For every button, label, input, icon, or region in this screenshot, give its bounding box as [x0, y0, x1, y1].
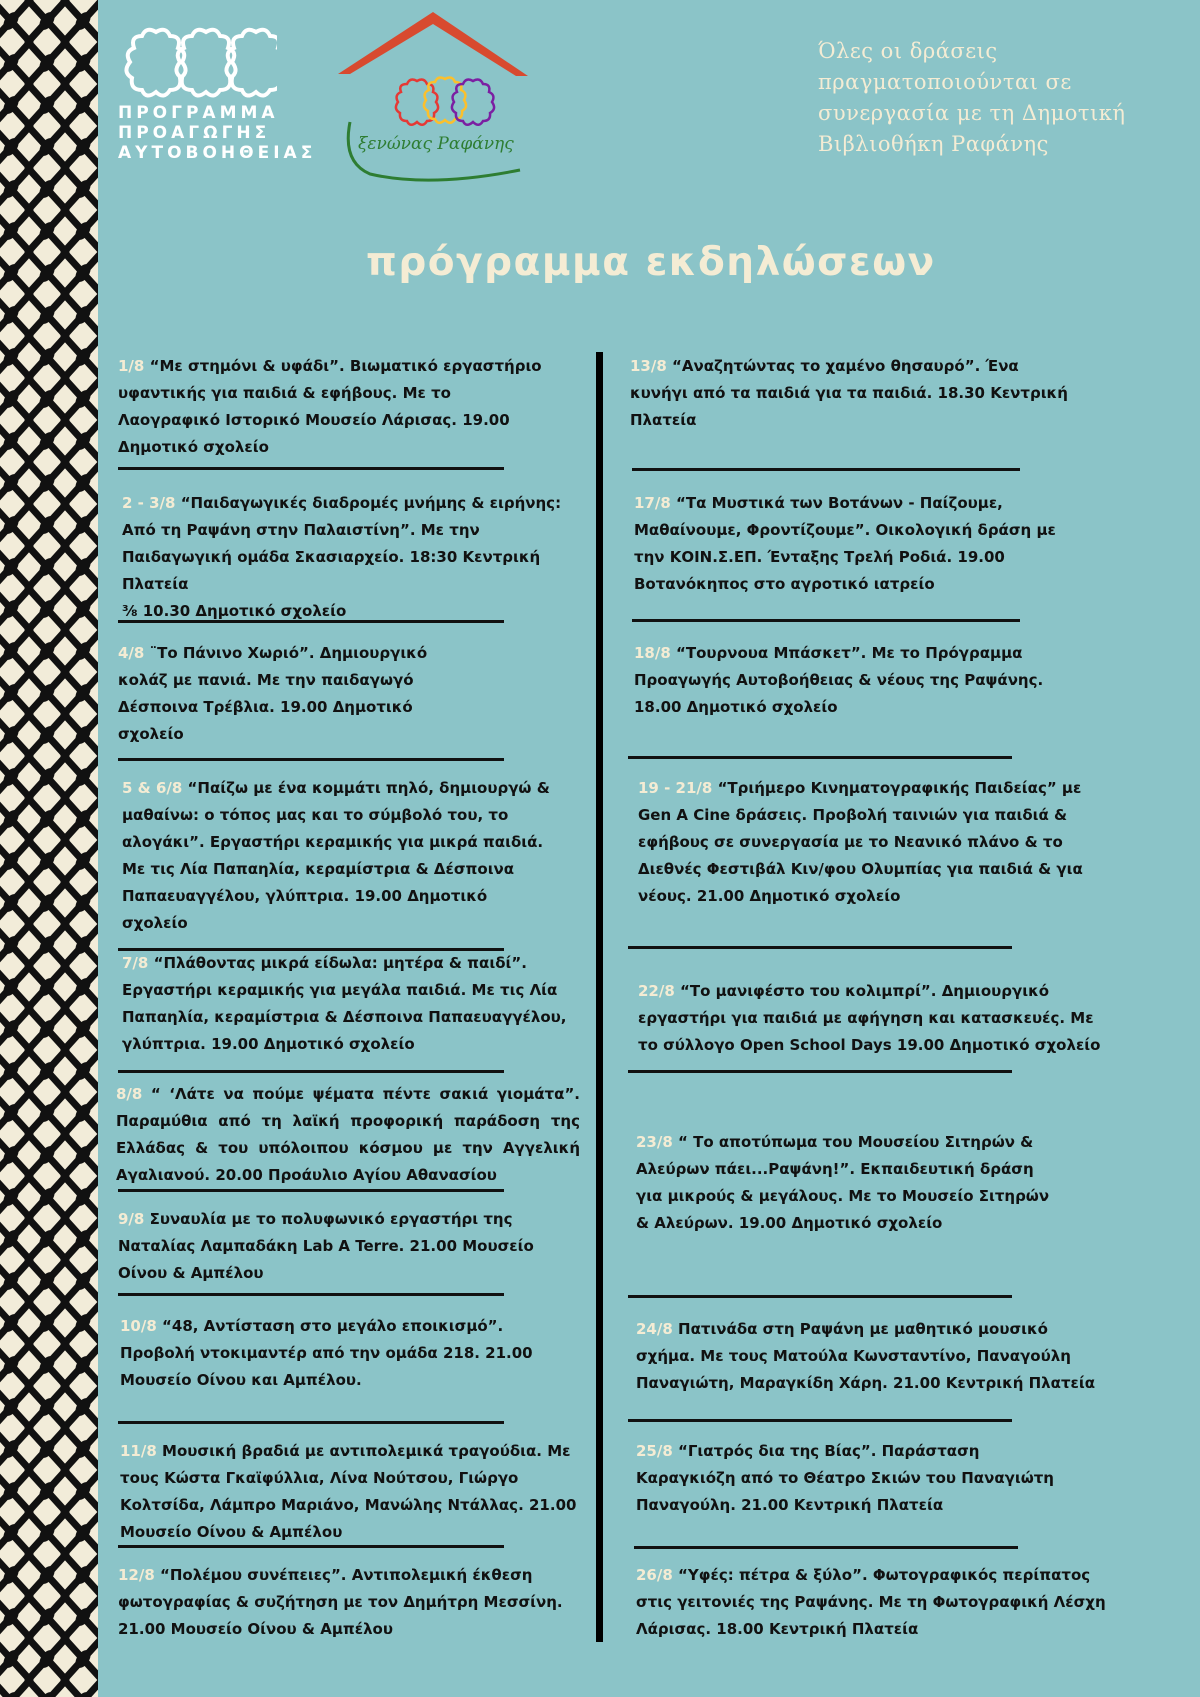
separator [118, 620, 504, 623]
event-text: “Πολέμου συνέπειες”. Αντιπολεμική έκθεση φωτογραφίας & συζήτηση με τον Δημήτρη Μεσσίνη. 21.00 Μουσείο Οίνου & Αμπέλου [118, 1566, 563, 1638]
event-item [634, 640, 1074, 721]
event-date: 10/8 [120, 1317, 157, 1335]
program-name-line-2: ΠΡΟΑΓΩΓΗΣ [118, 123, 271, 143]
event-text: Πατινάδα στη Ραψάνη με μαθητικό μουσικό σχήμα. Με τους Ματούλα Κωνσταντίνο, Παναγούλη Παναγιώτη, Μαραγκίδη Χάρη. 21.00 Κεντρική Πλατεία [636, 1320, 1096, 1392]
event-date: 17/8 [634, 494, 671, 512]
event-date: 25/8 [636, 1442, 673, 1460]
event-text: Μουσική βραδιά με αντιπολεμικά τραγούδια. Με τους Κώστα Γκαϊφύλλια, Λίνα Νούτσου, Γιώργο Κολτσίδα, Λάμπρο Μαριάνο, Μανώλης Ντάλλας. 21.00 Μουσείο Οίνου & Αμπέλου [120, 1442, 577, 1541]
event-item [636, 1562, 1106, 1643]
event-item [118, 353, 558, 461]
program-name-line-1: ΠΡΟΓΡΑΜΜΑ [118, 103, 279, 123]
event-date: 5 & 6/8 [122, 779, 183, 797]
event-text: “Τουρνουα Μπάσκετ”. Με το Πρόγραμμα Προαγωγής Αυτοβοήθειας & νέους της Ραψάνης. 18.00 Δημοτικό σχολείο [634, 644, 1044, 716]
event-item [636, 1438, 1076, 1519]
separator [634, 1546, 1018, 1549]
partnership-note: Όλες οι δράσεις πραγματοποιούνται σε συνεργασία με τη Δημοτική Βιβλιοθήκη Ραφάνης [818, 39, 1126, 156]
event-text: “ Το αποτύπωμα του Μουσείου Σιτηρών & Αλεύρων πάει...Ραψάνη!”. Εκπαιδευτική δράση για μικρούς & μεγάλους. Με το Μουσείο Σιτηρών & Αλεύρων. 19.00 Δημοτικό σχολείο [636, 1133, 1050, 1232]
separator [632, 468, 1020, 471]
event-item [118, 640, 428, 748]
event-text: “48, Αντίσταση στο μεγάλο εποικισμό”. Προβολή ντοκιμαντέρ από την ομάδα 218. 21.00 Μουσείο Οίνου και Αμπέλου. [120, 1317, 533, 1389]
separator [118, 1421, 504, 1424]
event-date: 22/8 [638, 982, 675, 1000]
event-date: 18/8 [634, 644, 671, 662]
hostel-name: ξενώνας Ραφάνης [358, 134, 514, 154]
separator [118, 758, 504, 761]
hostel-logo [336, 10, 531, 182]
event-item [122, 490, 570, 625]
event-date: 8/8 [116, 1085, 143, 1103]
event-item [634, 490, 1074, 598]
event-item [120, 1438, 590, 1546]
separator [632, 619, 1020, 622]
event-text: “Τα Μυστικά των Βοτάνων - Παίζουμε, Μαθαίνουμε, Φροντίζουμε”. Οικολογική δράση με την ΚΟΙΝ.Σ.ΕΠ. Ένταξης Τρελή Ροδιά. 19.00 Βοτανόκηπος στο αγροτικό ιατρείο [634, 494, 1056, 593]
event-item [118, 1206, 548, 1287]
event-item [118, 1562, 568, 1643]
separator [628, 946, 1012, 949]
event-text: “Παιδαγωγικές διαδρομές μνήμης & ειρήνης: Από τη Ραψάνη στην Παλαιστίνη”. Με την Παιδαγωγική ομάδα Σκασιαρχείο. 18:30 Κεντρική Πλατεία [122, 494, 562, 593]
page-title: πρόγραμμα εκδηλώσεων [366, 240, 936, 285]
separator [628, 1070, 1012, 1073]
column-divider [596, 352, 603, 1642]
event-text: “Με στημόνι & υφάδι”. Βιωματικό εργαστήριο υφαντικής για παιδιά & εφήβους. Με το Λαογραφικό Ιστορικό Μουσείο Λάρισας. 19.00 Δημοτικό σχολείο [118, 357, 542, 456]
event-date: 2 - 3/8 [122, 494, 176, 512]
event-text: “ ‘Λάτε να πούμε ψέματα πέντε σακιά γιομάτα”. Παραμύθια από τη λαϊκή προφορική παράδοση της Ελλάδας & του υπόλοιπου κόσμου με την Αγγελική Αγαλιανού. 20.00 Προάυλιο Αγίου Αθανασίου [116, 1085, 580, 1184]
event-text: Συναυλία με το πολυφωνικό εργαστήρι της Ναταλίας Λαμπαδάκη Lab A Terre. 21.00 Μουσείο Οίνου & Αμπέλου [118, 1210, 534, 1282]
event-item [638, 978, 1108, 1059]
house-roof-icon [336, 10, 531, 182]
event-item [122, 950, 592, 1058]
event-text: “Τριήμερο Κινηματογραφικής Παιδείας” με Gen A Cine δράσεις. Προβολή ταινιών για παιδιά & εφήβους σε συνεργασία με το Νεανικό πλάνο & το Διεθνές Φεστιβάλ Κιν/φου Ολυμπίας για παιδιά & για νέους. 21.00 Δημοτικό σχολείο [638, 779, 1083, 905]
event-item [638, 775, 1098, 910]
event-date: 23/8 [636, 1133, 673, 1151]
event-date: 24/8 [636, 1320, 673, 1338]
separator [118, 467, 504, 470]
event-date: 13/8 [630, 357, 667, 375]
event-date: 12/8 [118, 1566, 155, 1584]
event-extra: ⅜ 10.30 Δημοτικό σχολείο [122, 602, 347, 620]
event-text: ¨Το Πάνινο Χωριό”. Δημιουργικό κολάζ με πανιά. Με την παιδαγωγό Δέσποινα Τρέβλια. 19.00 Δημοτικό σχολείο [118, 644, 428, 743]
program-logo [118, 22, 317, 163]
separator [628, 1419, 1012, 1422]
event-text: “Υφές: πέτρα & ξύλο”. Φωτογραφικός περίπατος στις γειτονιές της Ραψάνης. Με τη Φωτογραφική Λέσχη Λάρισας. 18.00 Κεντρική Πλατεία [636, 1566, 1106, 1638]
event-date: 11/8 [120, 1442, 157, 1460]
event-text: “Αναζητώντας το χαμένο θησαυρό”. Ένα κυνήγι από τα παιδιά για τα παιδιά. 18.30 Κεντρική Πλατεία [630, 357, 1068, 429]
separator [118, 1189, 504, 1192]
event-date: 26/8 [636, 1566, 673, 1584]
event-text: “Παίζω με ένα κομμάτι πηλό, δημιουργώ & μαθαίνω: ο τόπος μας και το σύμβολό του, το αλογάκι”. Εργαστήρι κεραμικής για μικρά παιδιά. Με τις Λία Παπαηλία, κεραμίστρια & Δέσποινα Παπαευαγγέλου, γλύπτρια. 19.00 Δημοτικό σχολείο [122, 779, 550, 932]
event-item [116, 1081, 580, 1189]
event-date: 1/8 [118, 357, 145, 375]
event-text: “Γιατρός δια της Βίας”. Παράσταση Καραγκιόζη από το Θέατρο Σκιών του Παναγιώτη Παναγούλη. 21.00 Κεντρική Πλατεία [636, 1442, 1054, 1514]
program-name-line-3: ΑΥΤΟΒΟΗΘΕΙΑΣ [118, 143, 317, 163]
event-item [630, 353, 1080, 434]
event-item [636, 1129, 1056, 1237]
event-text: “Πλάθοντας μικρά είδωλα: μητέρα & παιδί”. Εργαστήρι κεραμικής για μεγάλα παιδιά. Με τις Λία Παπαηλία, κεραμίστρια & Δέσποινα Παπαευαγγέλου, γλύπτρια. 19.00 Δημοτικό σχολείο [122, 954, 567, 1053]
event-text: “Το μανιφέστο του κολιμπρί”. Δημιουργικό εργαστήρι για παιδιά με αφήγηση και κατασκευές. Με το σύλλογο Open School Days 19.00 Δημοτικό σχολείο [638, 982, 1101, 1054]
event-date: 9/8 [118, 1210, 145, 1228]
separator [628, 1295, 1012, 1298]
event-date: 4/8 [118, 644, 145, 662]
event-item [120, 1313, 540, 1394]
event-date: 19 - 21/8 [638, 779, 713, 797]
separator [628, 756, 1012, 759]
separator [118, 1070, 504, 1073]
event-item [122, 775, 552, 937]
event-date: 7/8 [122, 954, 149, 972]
event-item [636, 1316, 1106, 1397]
separator [118, 1293, 504, 1296]
separator [118, 1545, 504, 1548]
puzzle-people-icon [122, 22, 277, 102]
